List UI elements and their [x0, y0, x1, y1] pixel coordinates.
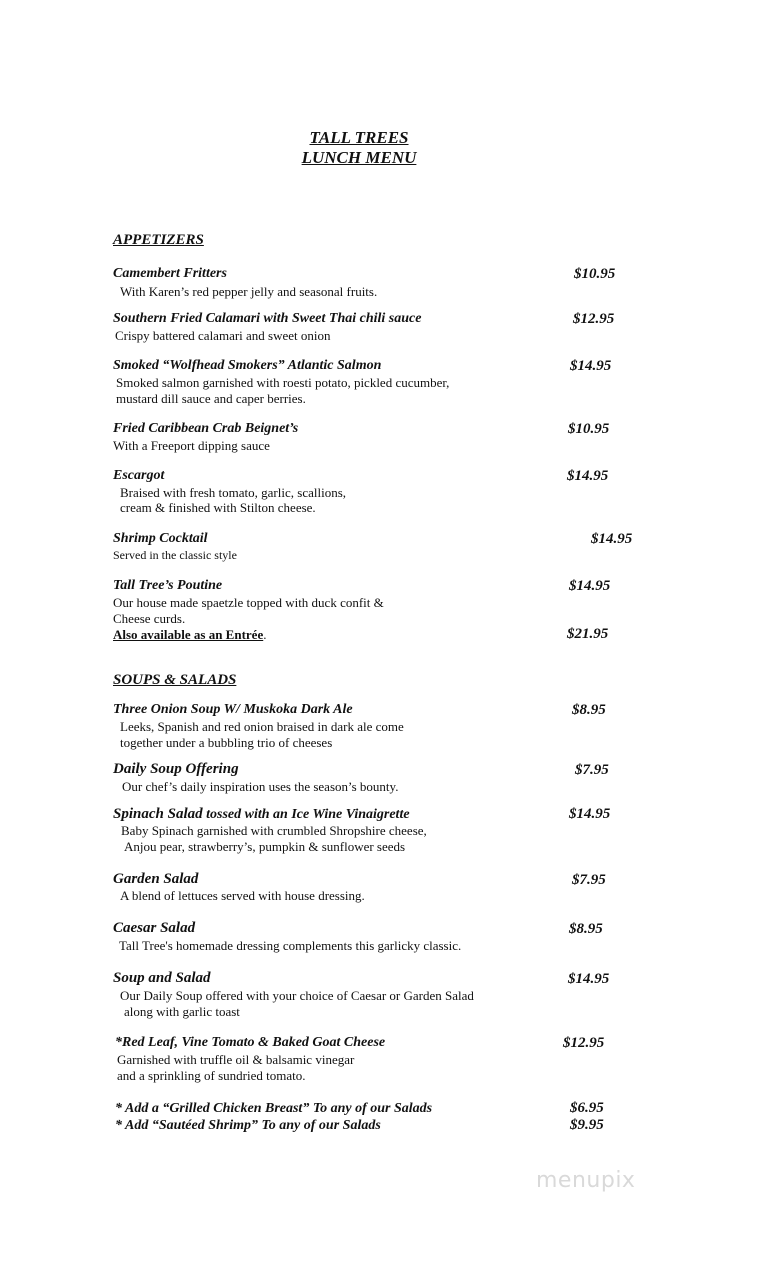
menu-item-name: Smoked “Wolfhead Smokers” Atlantic Salmon — [113, 358, 382, 373]
menu-item-description: cream & finished with Stilton cheese. — [120, 500, 316, 515]
menu-item-name: Shrimp Cocktail — [113, 531, 208, 546]
menu-item-name: Soup and Salad — [113, 970, 211, 986]
menu-item-name: Caesar Salad — [113, 920, 196, 936]
soups-salads-heading: SOUPS & SALADS — [113, 672, 237, 688]
menu-item-price: $12.95 — [563, 1035, 605, 1051]
entree-price: $21.95 — [567, 626, 609, 642]
menu-item-description: With Karen’s red pepper jelly and seasonal fruits. — [120, 284, 378, 299]
appetizers-heading: APPETIZERS — [113, 232, 204, 248]
menu-item-description: Smoked salmon garnished with roesti potato, pickled cucumber, — [116, 375, 450, 390]
menu-item-name: Tall Tree’s Poutine — [113, 578, 223, 593]
entree-note — [113, 627, 266, 643]
menu-item-description: Crispy battered calamari and sweet onion — [115, 328, 331, 343]
menu-item-description: Braised with fresh tomato, garlic, scallions, — [120, 485, 347, 500]
menu-item-name: Fried Caribbean Crab Beignet’s — [113, 421, 299, 436]
menu-item-price: $14.95 — [570, 358, 612, 374]
menu-item-price: $14.95 — [591, 531, 633, 547]
addon-label: * Add “Sautéed Shrimp” To any of our Salads — [115, 1118, 381, 1133]
menu-item-description: Leeks, Spanish and red onion braised in dark ale come — [120, 719, 404, 734]
menu-item-price: $14.95 — [569, 806, 611, 822]
menu-title-line2: LUNCH MENU — [301, 148, 417, 167]
menu-item-description: Anjou pear, strawberry’s, pumpkin & sunflower seeds — [124, 839, 406, 854]
menu-item-name: Escargot — [113, 468, 165, 483]
menu-item-name: Camembert Fritters — [113, 266, 227, 281]
menu-item-price: $10.95 — [574, 266, 616, 282]
menu-item-description: Cheese curds. — [113, 611, 186, 626]
entree-note-suffix: . — [263, 627, 267, 642]
addon-label: * Add a “Grilled Chicken Breast” To any of our Salads — [115, 1101, 433, 1116]
menu-item-price: $12.95 — [573, 311, 615, 327]
menu-item-price: $10.95 — [568, 421, 610, 437]
menu-item-name — [113, 806, 410, 823]
menu-item-name: Southern Fried Calamari with Sweet Thai chili sauce — [113, 311, 422, 326]
menu-item-description: Tall Tree's homemade dressing complements this garlicky classic. — [119, 938, 462, 953]
menu-item-price: $14.95 — [567, 468, 609, 484]
menu-item-description: Baby Spinach garnished with crumbled Shropshire cheese, — [121, 823, 427, 838]
menu-item-name: Daily Soup Offering — [113, 761, 239, 777]
menu-item-description: Our Daily Soup offered with your choice of Caesar or Garden Salad — [120, 988, 474, 1003]
menu-item-description: along with garlic toast — [124, 1004, 240, 1019]
menu-item-name: Garden Salad — [113, 871, 199, 887]
menu-item-price: $8.95 — [572, 702, 606, 718]
menu-item-description: mustard dill sauce and caper berries. — [116, 391, 306, 406]
menu-item-description: A blend of lettuces served with house dressing. — [120, 888, 365, 903]
menu-title-line1: TALL TREES — [309, 128, 409, 147]
menu-item-description: Our house made spaetzle topped with duck confit & — [113, 595, 384, 610]
watermark: menupix — [536, 1168, 636, 1193]
menu-item-price: $8.95 — [569, 921, 603, 937]
menu-item-price: $14.95 — [568, 971, 610, 987]
entree-note-text: Also available as an Entrée — [113, 627, 264, 642]
menu-item-description: With a Freeport dipping sauce — [113, 438, 270, 453]
menu-item-description: and a sprinkling of sundried tomato. — [117, 1068, 306, 1083]
menu-item-price: $14.95 — [569, 578, 611, 594]
menu-item-name-main: Spinach Salad — [113, 806, 203, 822]
menu-item-description: together under a bubbling trio of cheeses — [120, 735, 333, 750]
menu-item-name-rest: tossed with an Ice Wine Vinaigrette — [202, 807, 410, 822]
addon-price: $9.95 — [570, 1117, 604, 1133]
menu-item-description: Served in the classic style — [113, 548, 237, 562]
menu-item-name: *Red Leaf, Vine Tomato & Baked Goat Cheese — [115, 1035, 386, 1050]
menu-item-price: $7.95 — [572, 872, 606, 888]
menu-item-name: Three Onion Soup W/ Muskoka Dark Ale — [113, 702, 353, 717]
menu-item-price: $7.95 — [575, 762, 609, 778]
addon-price: $6.95 — [570, 1100, 604, 1116]
menu-item-description: Our chef’s daily inspiration uses the season’s bounty. — [122, 779, 399, 794]
menu-item-description: Garnished with truffle oil & balsamic vinegar — [117, 1052, 355, 1067]
